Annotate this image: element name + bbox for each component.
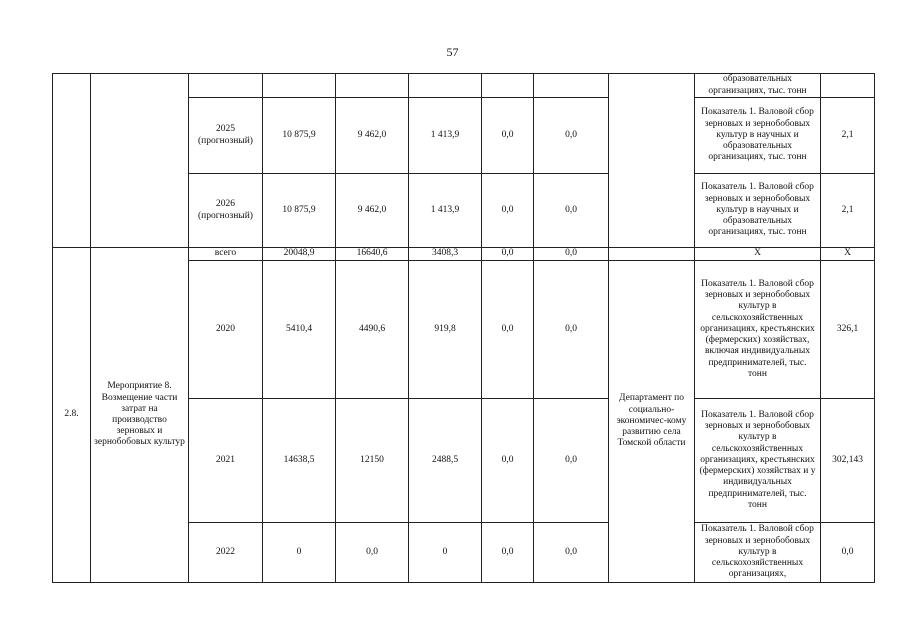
local-cell: 0,0 [482,399,534,523]
cell-c4 [482,74,534,98]
executor-empty [609,248,695,261]
cell-c3 [409,74,482,98]
regional-cell: 0 [409,523,482,583]
extra-cell: 0,0 [534,523,609,583]
federal-cell: 16640,6 [336,248,409,261]
cell-executor-prev [609,74,695,248]
table-row [53,248,875,261]
item-number: 2.8. [53,248,91,583]
cell-year [189,74,263,98]
local-cell: 0,0 [482,248,534,261]
item-name: Мероприятие 8. Возмещение части затрат на производство зерновых и зернобобовых культур [91,248,189,583]
value-cell [821,74,875,98]
cell-c2 [336,74,409,98]
federal-cell: 0,0 [336,523,409,583]
page-number: 57 [446,45,459,59]
extra-cell: 0,0 [534,248,609,261]
cell-name-prev [91,74,189,248]
value-cell: 326,1 [821,261,875,399]
indicator-cell: Показатель 1. Валовой сбор зерновых и зернобобовых культур в научных и образовательных организациях, тыс. тонн [695,98,821,174]
cell-total [263,74,336,98]
year-cell: 2025 (прогнозный) [189,98,263,174]
regional-cell: 3408,3 [409,248,482,261]
federal-cell: 9 462,0 [336,174,409,248]
value-cell: 0,0 [821,523,875,583]
total-cell: 20048,9 [263,248,336,261]
table-row [53,74,875,98]
local-cell: 0,0 [482,523,534,583]
extra-cell: 0,0 [534,399,609,523]
local-cell: 0,0 [482,261,534,399]
total-cell: 5410,4 [263,261,336,399]
federal-cell: 12150 [336,399,409,523]
total-cell: 10 875,9 [263,174,336,248]
regional-cell: 1 413,9 [409,98,482,174]
year-cell: 2021 [189,399,263,523]
program-table [52,73,875,583]
indicator-cell: Х [695,248,821,261]
indicator-cell: Показатель 1. Валовой сбор зерновых и зернобобовых культур в сельскохозяйственных организациях, [695,523,821,583]
value-cell: 302,143 [821,399,875,523]
federal-cell: 9 462,0 [336,98,409,174]
indicator-cell: Показатель 1. Валовой сбор зерновых и зернобобовых культур в сельскохозяйственных организациях, крестьянских (фермерских) хозяйствах и у индивидуальных предпринимателей, тыс. тонн [695,399,821,523]
extra-cell: 0,0 [534,261,609,399]
year-cell: 2026 (прогнозный) [189,174,263,248]
regional-cell: 1 413,9 [409,174,482,248]
year-cell: всего [189,248,263,261]
indicator-cell: Показатель 1. Валовой сбор зерновых и зернобобовых культур в сельскохозяйственных организациях, крестьянских (фермерских) хозяйствах, включая индивидуальных предпринимателей, тыс. тонн [695,261,821,399]
local-cell: 0,0 [482,98,534,174]
extra-cell: 0,0 [534,174,609,248]
cell-number-prev [53,74,91,248]
indicator-cell: Показатель 1. Валовой сбор зерновых и зернобобовых культур в научных и образовательных организациях, тыс. тонн [695,174,821,248]
regional-cell: 2488,5 [409,399,482,523]
executor-cell: Департамент по социально-экономичес-кому развитию села Томской области [609,261,695,583]
local-cell: 0,0 [482,174,534,248]
value-cell: 2,1 [821,174,875,248]
value-cell: 2,1 [821,98,875,174]
extra-cell: 0,0 [534,98,609,174]
indicator-cell: образовательных организациях, тыс. тонн [695,74,821,98]
year-cell: 2020 [189,261,263,399]
year-cell: 2022 [189,523,263,583]
federal-cell: 4490,6 [336,261,409,399]
cell-c5 [534,74,609,98]
total-cell: 14638,5 [263,399,336,523]
value-cell: Х [821,248,875,261]
total-cell: 0 [263,523,336,583]
regional-cell: 919,8 [409,261,482,399]
total-cell: 10 875,9 [263,98,336,174]
